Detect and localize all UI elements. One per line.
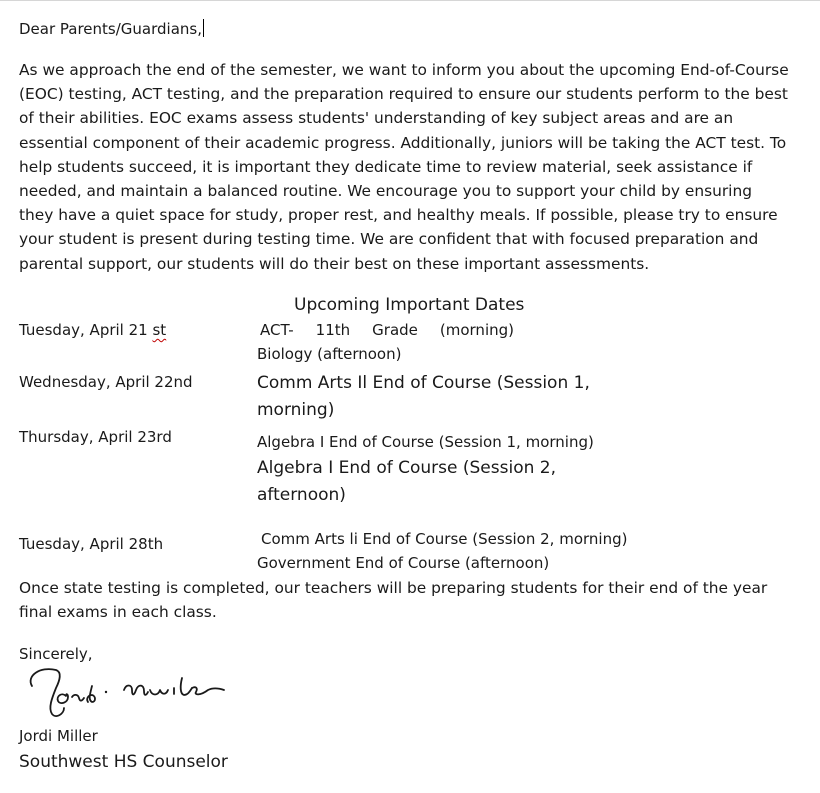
greeting: Dear Parents/Guardians, bbox=[19, 20, 202, 38]
handwritten-signature bbox=[22, 664, 237, 722]
act-word: ACT- bbox=[260, 321, 294, 339]
intro-paragraph: As we approach the end of the semester, we want to inform you about the upcoming End-of-Course (EOC) testing, ACT testing, and the preparation required to ensure our students perform to the best of their abilities. EOC exams assess students' understanding of key subject areas and are an essential component of their academic progress. Additionally, juniors will be taking the ACT test. To help students succeed, it is important they dedicate time to review material, seek assistance if needed, and maintain a balanced routine. We encourage you to support your child by ensuring they have a quiet space for study, proper rest, and healthy meals. If possible, please try to ensure your student is present during testing time. We are confident that with focused preparation and parental support, our students will do their best on these important assessments. bbox=[19, 61, 789, 273]
act-word: (morning) bbox=[439, 321, 514, 339]
schedule-algebra-2-line: Algebra I End of Course (Session 2, bbox=[257, 458, 556, 478]
act-word: 11th bbox=[315, 321, 351, 339]
signature-title: Southwest HS Counselor bbox=[19, 752, 228, 772]
schedule-algebra-2-cont: afternoon) bbox=[257, 485, 346, 505]
schedule-biology-line: Biology (afternoon) bbox=[257, 345, 402, 363]
schedule-date-april-22: Wednesday, April 22nd bbox=[19, 373, 193, 391]
schedule-date-april-23: Thursday, April 23rd bbox=[19, 428, 172, 446]
signature-name: Jordi Miller bbox=[19, 727, 98, 745]
schedule-comm-arts-1-line: Comm Arts Il End of Course (Session 1, bbox=[257, 373, 590, 393]
text-cursor bbox=[203, 19, 204, 37]
dates-heading: Upcoming Important Dates bbox=[294, 295, 525, 315]
date-text: Tuesday, April 21 bbox=[19, 321, 148, 339]
schedule-date-april-28: Tuesday, April 28th bbox=[19, 535, 164, 553]
act-word: Grade bbox=[372, 321, 418, 339]
schedule-comm-arts-2-line: Comm Arts li End of Course (Session 2, morning) bbox=[261, 530, 628, 548]
schedule-comm-arts-1-cont: morning) bbox=[257, 400, 335, 420]
greeting-line bbox=[19, 19, 204, 39]
schedule-date-april-21 bbox=[19, 321, 166, 340]
date-suffix: st bbox=[152, 321, 167, 339]
schedule-act-line bbox=[260, 321, 514, 340]
schedule-government-line: Government End of Course (afternoon) bbox=[257, 554, 550, 572]
schedule-algebra-1-line: Algebra I End of Course (Session 1, morning) bbox=[257, 433, 594, 451]
sign-off: Sincerely, bbox=[19, 645, 93, 663]
closing-paragraph: Once state testing is completed, our teachers will be preparing students for their end of the year final exams in each class. bbox=[19, 579, 768, 622]
